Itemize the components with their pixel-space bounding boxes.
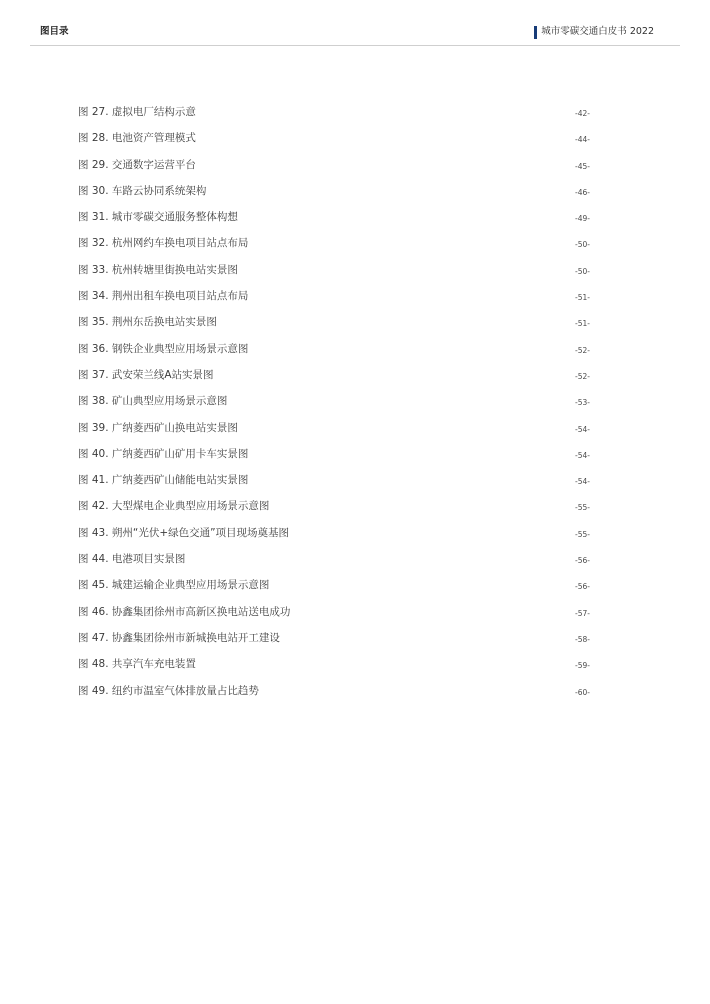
toc-row[interactable] (78, 498, 590, 524)
toc-row[interactable] (78, 630, 590, 656)
toc-page-number: -54- (575, 450, 590, 460)
toc-page-number: -50- (575, 266, 590, 276)
toc-page-number: -42- (575, 109, 590, 118)
toc-label: 图 32. 杭州网约车换电项目站点布局 (78, 237, 249, 250)
toc-page-number: -54- (575, 477, 590, 487)
toc-label: 图 29. 交通数字运营平台 (78, 158, 196, 171)
toc-page-number: -60- (575, 687, 590, 697)
publication-title-block (534, 25, 654, 39)
toc-row[interactable] (78, 288, 590, 314)
toc-label: 图 45. 城建运输企业典型应用场景示意图 (78, 579, 270, 592)
toc-row[interactable] (78, 130, 590, 156)
toc-label: 图 36. 钢铁企业典型应用场景示意图 (78, 342, 249, 355)
toc-page-number: -49- (575, 214, 590, 224)
toc-row[interactable] (78, 577, 590, 603)
toc-page-number: -55- (575, 503, 590, 513)
toc-row[interactable] (78, 525, 590, 551)
toc-label: 图 48. 共享汽车充电装置 (78, 658, 196, 671)
toc-label: 图 49. 纽约市温室气体排放量占比趋势 (78, 684, 259, 697)
toc-row[interactable] (78, 341, 590, 367)
toc-row[interactable] (78, 262, 590, 288)
toc-page-number: -55- (575, 529, 590, 539)
toc-label: 图 37. 武安荣兰线A站实景图 (78, 368, 214, 381)
toc-page-number: -52- (575, 345, 590, 355)
toc-label: 图 30. 车路云协同系统架构 (78, 184, 207, 197)
toc-label: 图 43. 朔州“光伏+绿色交通”项目现场奠基图 (78, 526, 290, 539)
toc-row[interactable] (78, 157, 590, 183)
toc-label: 图 34. 荆州出租车换电项目站点布局 (78, 290, 249, 303)
toc-page-number: -44- (575, 135, 590, 145)
toc-row[interactable] (78, 446, 590, 472)
section-title: 图目录 (40, 26, 69, 37)
toc-label: 图 33. 杭州转塘里街换电站实景图 (78, 263, 238, 276)
toc-page-number: -46- (575, 187, 590, 197)
toc-row[interactable] (78, 683, 590, 709)
toc-page-number: -53- (575, 398, 590, 408)
toc-label: 图 40. 广纳菱西矿山矿用卡车实景图 (78, 447, 249, 460)
toc-row[interactable] (78, 235, 590, 261)
toc-label: 图 42. 大型煤电企业典型应用场景示意图 (78, 500, 270, 513)
toc-row[interactable] (78, 314, 590, 340)
toc-label: 图 27. 虚拟电厂结构示意 (78, 106, 196, 118)
toc-row[interactable] (78, 472, 590, 498)
figure-list (78, 104, 590, 709)
toc-label: 图 38. 矿山典型应用场景示意图 (78, 395, 228, 408)
header-accent-bar (534, 26, 537, 39)
toc-page-number: -59- (575, 661, 590, 671)
toc-row[interactable] (78, 393, 590, 419)
toc-row[interactable] (78, 551, 590, 577)
toc-row[interactable] (78, 209, 590, 235)
toc-page-number: -56- (575, 582, 590, 592)
toc-label: 图 35. 荆州东岳换电站实景图 (78, 316, 217, 329)
toc-page-number: -52- (575, 371, 590, 381)
toc-page-number: -45- (575, 161, 590, 171)
toc-page-number: -50- (575, 240, 590, 250)
toc-row[interactable] (78, 183, 590, 209)
toc-row[interactable] (78, 420, 590, 446)
toc-page-number: -51- (575, 293, 590, 303)
page-header (0, 0, 710, 46)
toc-label: 图 39. 广纳菱西矿山换电站实景图 (78, 421, 238, 434)
publication-title: 城市零碳交通白皮书 2022 (541, 26, 654, 37)
toc-page-number: -51- (575, 319, 590, 329)
toc-row[interactable] (78, 656, 590, 682)
toc-label: 图 28. 电池资产管理模式 (78, 132, 196, 145)
toc-label: 图 41. 广纳菱西矿山储能电站实景图 (78, 474, 249, 487)
toc-label: 图 44. 电港项目实景图 (78, 553, 186, 566)
toc-row[interactable] (78, 104, 590, 130)
header-divider (30, 45, 680, 46)
toc-row[interactable] (78, 367, 590, 393)
toc-label: 图 47. 协鑫集团徐州市新城换电站开工建设 (78, 631, 280, 644)
toc-label: 图 46. 协鑫集团徐州市高新区换电站送电成功 (78, 605, 291, 618)
toc-page-number: -56- (575, 556, 590, 566)
toc-page-number: -58- (575, 634, 590, 644)
toc-row[interactable] (78, 604, 590, 630)
toc-page-number: -54- (575, 424, 590, 434)
toc-label: 图 31. 城市零碳交通服务整体构想 (78, 211, 238, 224)
toc-page-number: -57- (575, 608, 590, 618)
